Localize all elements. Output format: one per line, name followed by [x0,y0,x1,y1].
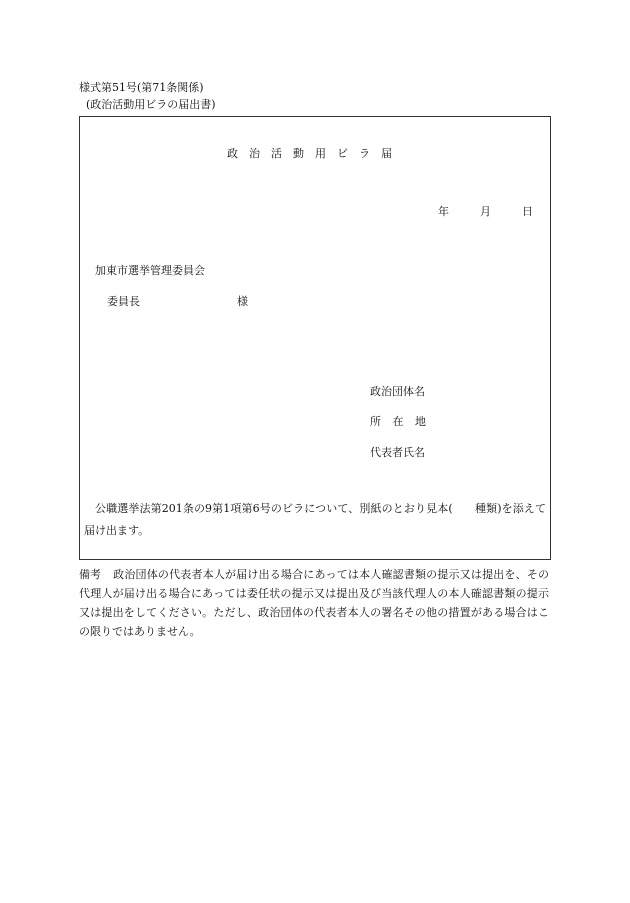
form-subtitle: (政治活動用ビラの届出書) [86,98,216,111]
remarks-heading: 備考 [79,568,101,581]
date-line [438,206,533,217]
org-representative-label: 代表者氏名 [370,446,425,459]
date-year: 年 [438,205,449,218]
form-frame [79,116,551,560]
form-number: 様式第51号(第71条関係) [79,81,204,94]
form-title: 政治活動用ビラ届 [227,147,403,160]
date-day: 日 [522,205,533,218]
addressee-honorific: 様 [237,295,248,308]
remarks-text: 政治団体の代表者本人が届け出る場合にあっては本人確認書類の提示又は提出を、その代理人が届け出る場合にあっては委任状の提示又は提出及び当該代理人の本人確認書類の提示又は提出をしてください。ただし、政治団体の代表者本人の署名その他の措置がある場合はこの限りではありません。 [79,568,549,638]
addressee-chair: 委員長 [107,295,140,308]
addressee-committee: 加東市選挙管理委員会 [95,264,205,277]
org-address-label: 所 在 地 [370,415,430,428]
remarks [79,565,549,641]
date-month: 月 [480,205,491,218]
org-name-label: 政治団体名 [370,385,425,398]
declaration-text: 公職選挙法第201条の9第1項第6号のビラについて、別紙のとおり見本( 種類)を添えて届け出ます。 [84,502,546,537]
